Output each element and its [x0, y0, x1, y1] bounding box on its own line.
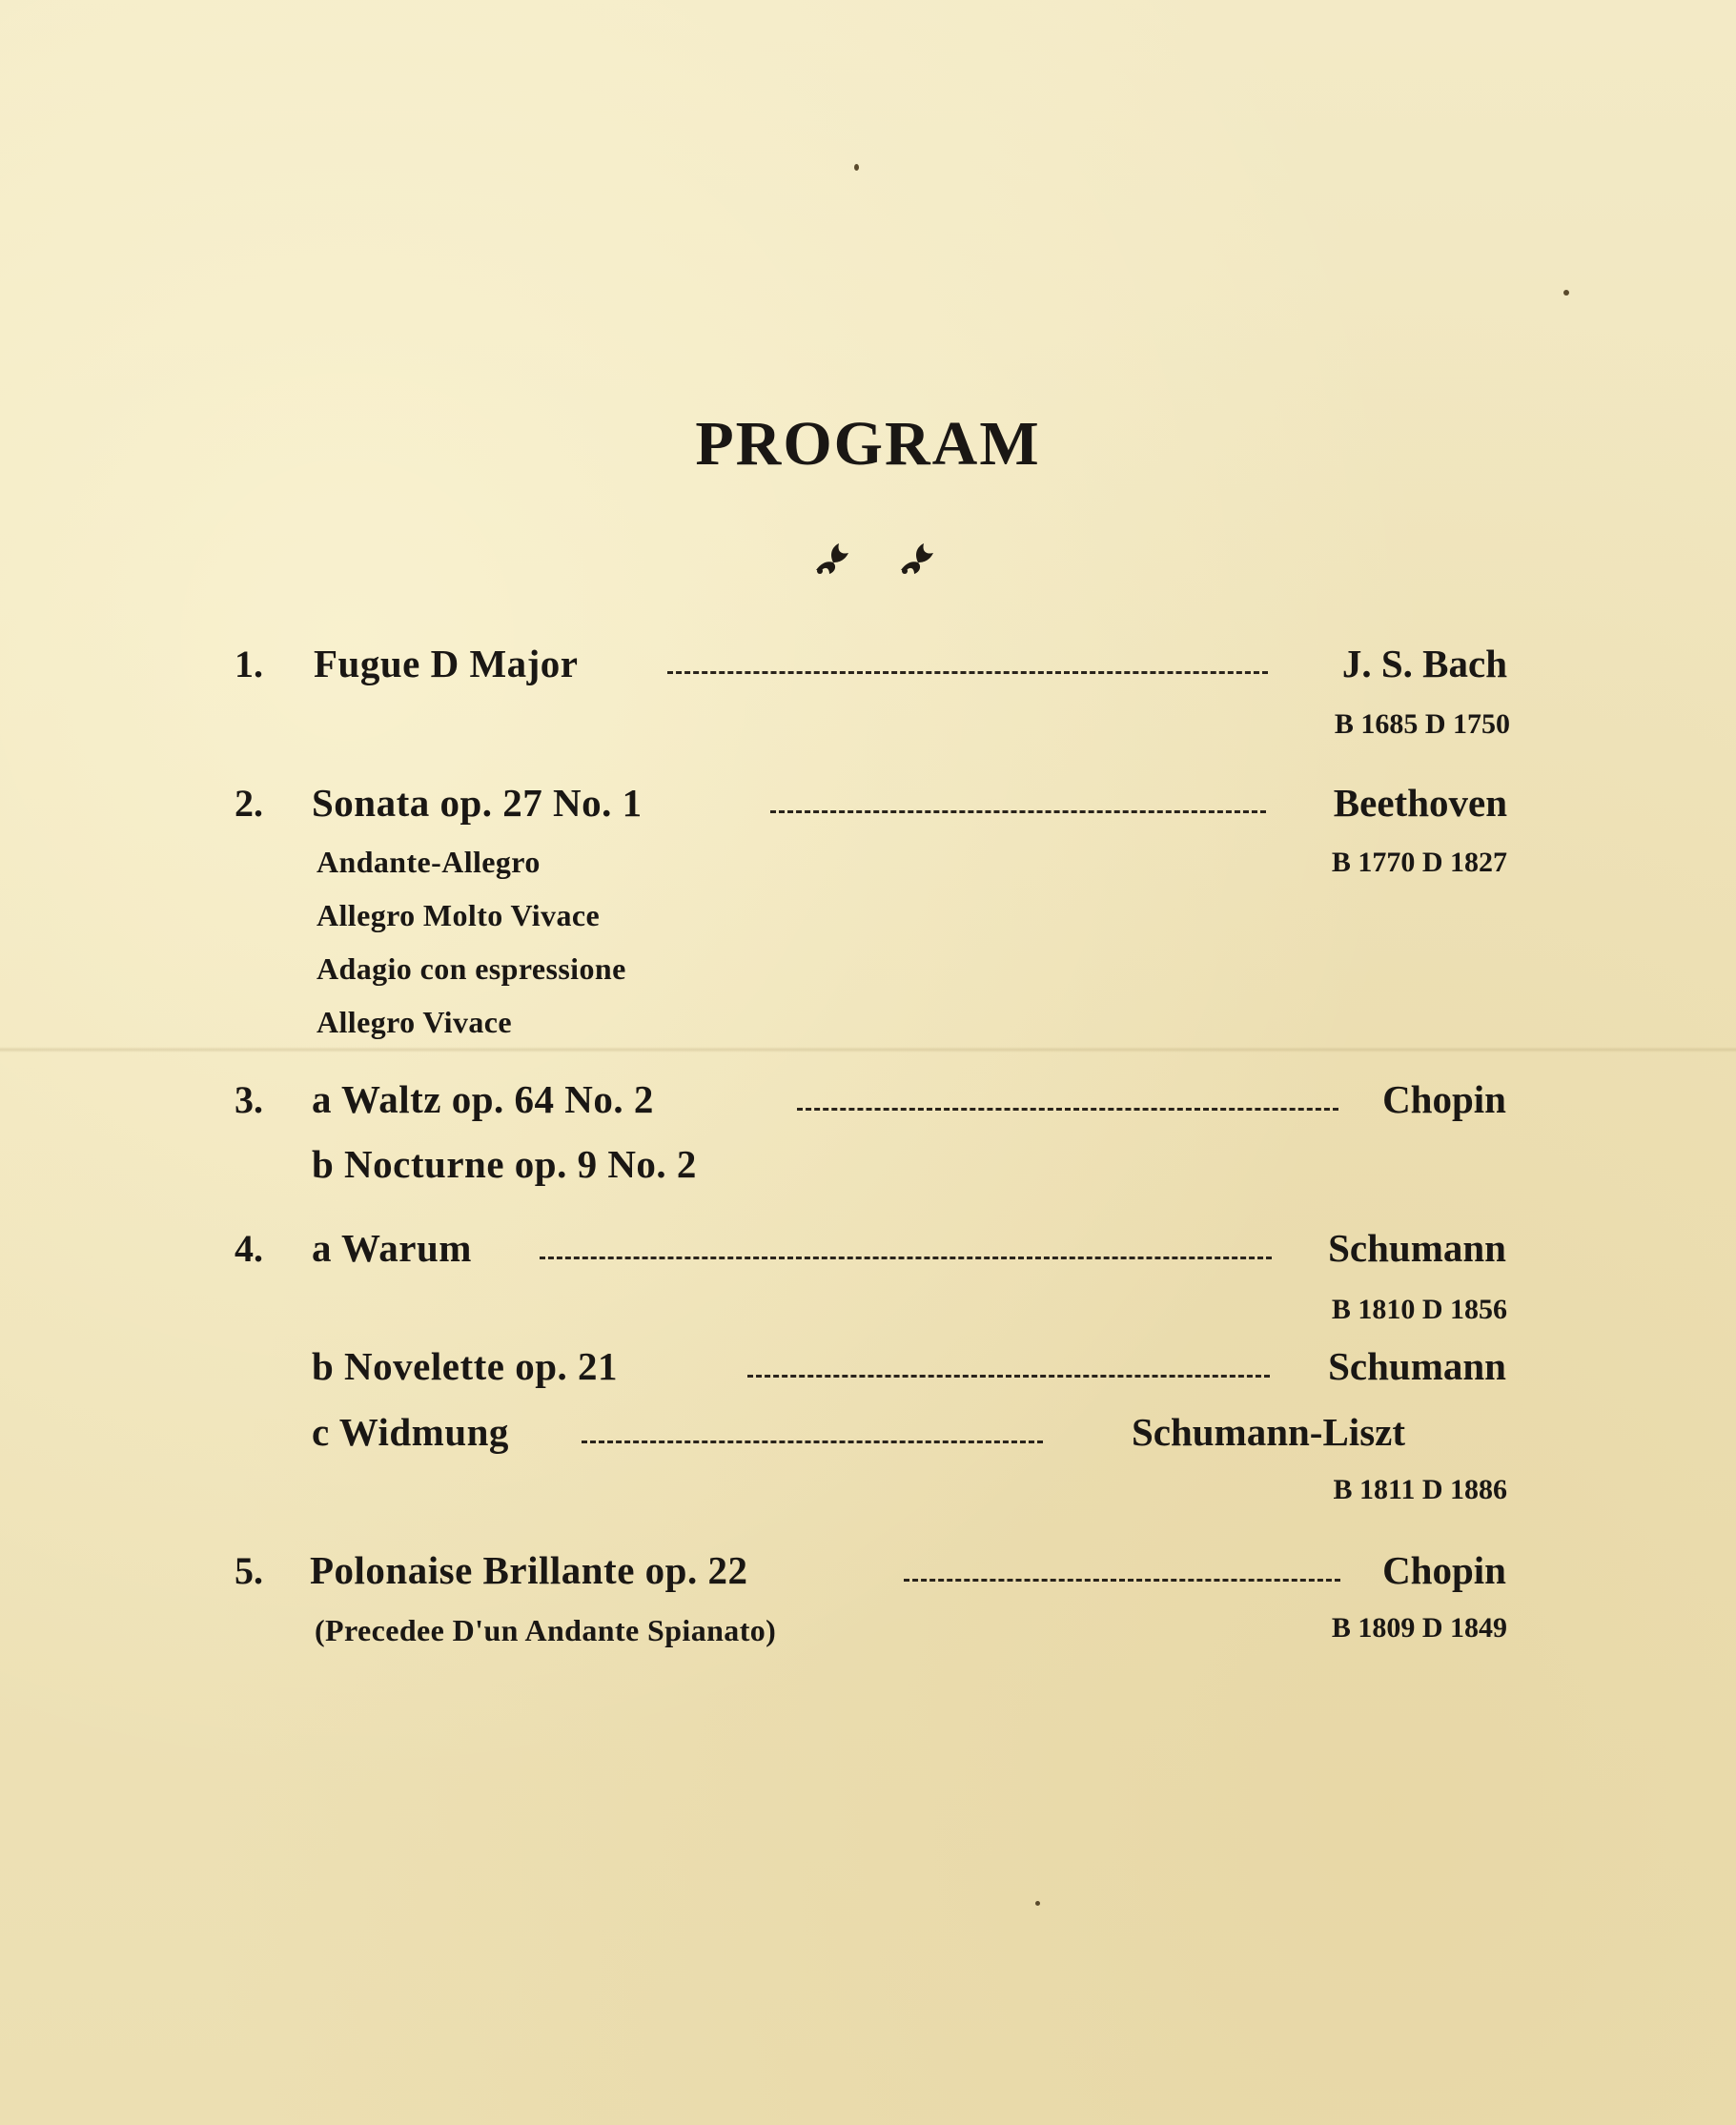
composer-name: Chopin — [1382, 1077, 1506, 1121]
paper-speck — [854, 164, 859, 171]
piece-title: a Warum — [312, 1226, 472, 1270]
piece-title: b Nocturne op. 9 No. 2 — [312, 1142, 697, 1186]
leader-dots — [797, 1108, 1338, 1111]
fleuron-icon — [812, 541, 852, 576]
piece-note: (Precedee D'un Andante Spianato) — [315, 1613, 777, 1647]
piece-title: Fugue D Major — [314, 642, 579, 685]
item-number: 5. — [235, 1549, 263, 1592]
leader-dots — [904, 1579, 1340, 1582]
piece-title: a Waltz op. 64 No. 2 — [312, 1077, 654, 1121]
paper-speck — [1563, 290, 1569, 296]
piece-title: c Widmung — [312, 1410, 509, 1454]
leader-dots — [770, 810, 1266, 813]
composer-name: Schumann — [1328, 1226, 1506, 1270]
item-number: 4. — [235, 1227, 263, 1270]
movement-line: Andante-Allegro — [317, 845, 541, 879]
paper-fold-line — [0, 1047, 1736, 1052]
piece-title: b Novelette op. 21 — [312, 1344, 619, 1388]
leader-dots — [582, 1441, 1043, 1443]
composer-name: Schumann-Liszt — [1131, 1410, 1405, 1454]
movement-line: Allegro Molto Vivace — [317, 898, 601, 932]
composer-dates: B 1685 D 1750 — [1334, 708, 1510, 740]
fleuron-icon — [897, 541, 937, 576]
movement-line: Adagio con espressione — [317, 951, 626, 986]
leader-dots — [747, 1375, 1270, 1378]
movement-line: Allegro Vivace — [317, 1005, 512, 1039]
ornament-divider — [0, 541, 1736, 580]
item-number: 2. — [235, 782, 263, 825]
paper-speck — [1035, 1901, 1040, 1906]
composer-dates: B 1811 D 1886 — [1333, 1474, 1507, 1505]
leader-dots — [667, 671, 1268, 674]
item-number: 3. — [235, 1078, 263, 1121]
composer-dates: B 1770 D 1827 — [1331, 847, 1507, 878]
composer-name: Schumann — [1328, 1344, 1506, 1388]
composer-name: J. S. Bach — [1341, 642, 1507, 685]
composer-dates: B 1810 D 1856 — [1331, 1294, 1507, 1325]
page-title: PROGRAM — [695, 409, 1041, 479]
piece-title: Polonaise Brillante op. 22 — [310, 1548, 748, 1592]
leader-dots — [540, 1257, 1272, 1259]
composer-dates: B 1809 D 1849 — [1331, 1612, 1507, 1644]
composer-name: Chopin — [1382, 1548, 1506, 1592]
composer-name: Beethoven — [1333, 781, 1507, 825]
piece-title: Sonata op. 27 No. 1 — [312, 781, 643, 825]
item-number: 1. — [235, 643, 263, 685]
